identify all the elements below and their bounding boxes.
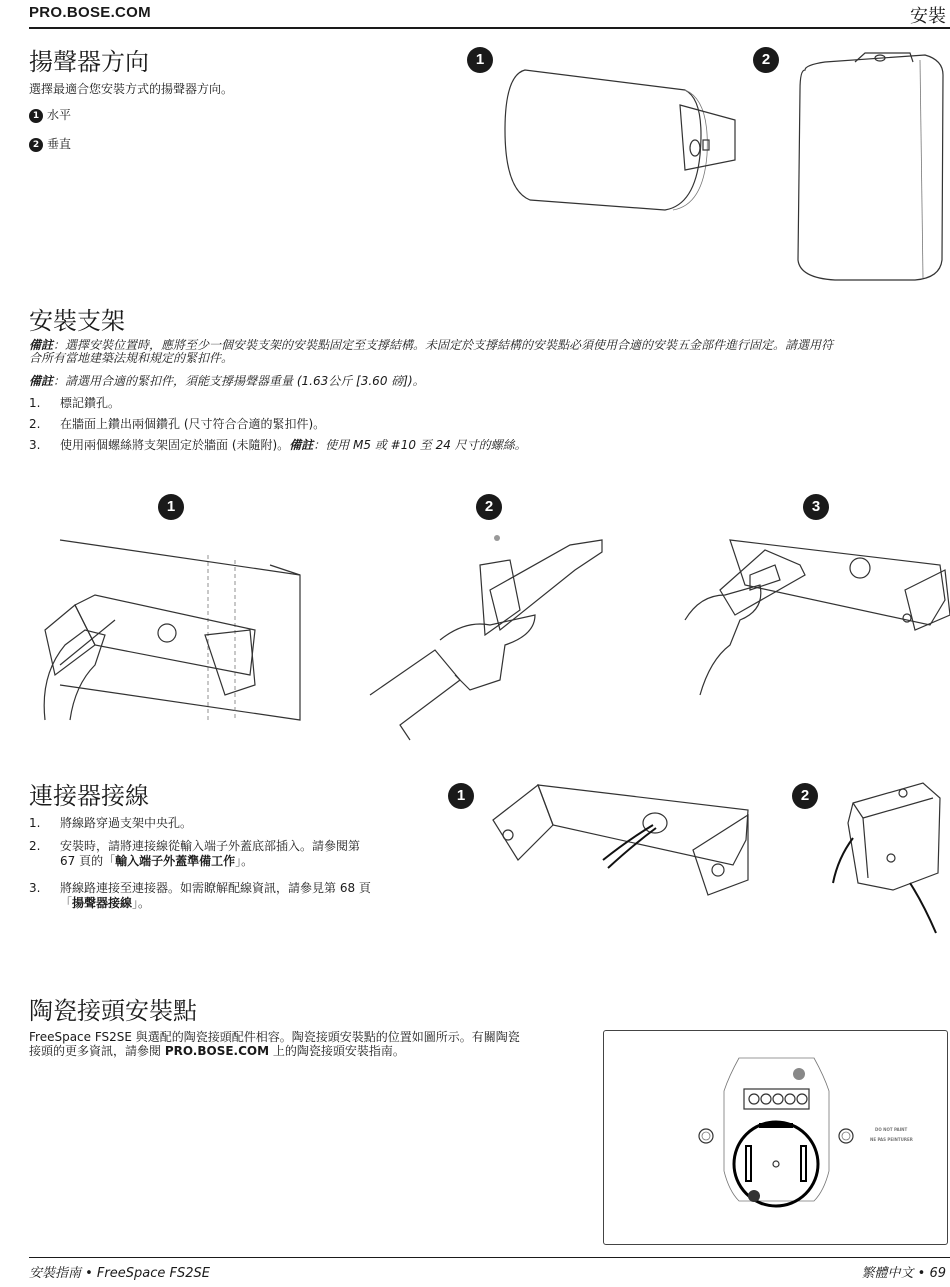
step-text-cont: 67 頁的「 (60, 854, 116, 868)
orientation-intro: 選擇最適合您安裝方式的揚聲器方向。 (29, 82, 234, 96)
wiring-step (29, 881, 449, 915)
step-text: 將線路穿過支架中央孔。 (60, 816, 193, 830)
footer-divider (29, 1257, 950, 1258)
note-text-cont: 合所有當地建築法規和規定的緊扣件。 (29, 351, 234, 365)
section-title: 安裝 (910, 6, 946, 27)
bracket-step (29, 417, 629, 433)
wiring-step (29, 816, 429, 832)
figure-number: 1 (448, 783, 474, 809)
cross-reference[interactable]: 輸入端子外蓋準備工作 (115, 854, 236, 868)
callout-number: 2 (29, 138, 43, 152)
figure-number: 2 (753, 47, 779, 73)
step-text: 安裝時，請將連接線從輸入端子外蓋底部插入。請參閱第 (60, 839, 361, 853)
paragraph-line-end: 上的陶瓷接頭安裝指南。 (269, 1044, 405, 1058)
bracket-step (29, 396, 629, 412)
paragraph-line: FreeSpace FS2SE 與選配的陶瓷接頭配件相容。陶瓷接頭安裝點的位置如圖所示。有關陶瓷 (29, 1030, 520, 1044)
attach-bracket-illustration (675, 530, 950, 700)
orientation-label: 垂直 (47, 137, 72, 151)
note-text: ：選擇安裝位置時，應將至少一個安裝支架的安裝點固定至支撐結構。未固定於支撐結構的安裝點必須使用合適的安裝五金部件進行固定。請選用符 (53, 338, 834, 352)
paragraph-line: 接頭的更多資訊，請參閱 (29, 1044, 165, 1058)
figure-number: 2 (792, 783, 818, 809)
header-divider (29, 27, 950, 29)
step-number: 3. (29, 438, 41, 452)
website-link[interactable]: PRO.BOSE.COM (164, 1044, 270, 1058)
horizontal-speaker-illustration (495, 60, 745, 220)
step-number: 2. (29, 839, 41, 853)
figure-number: 1 (158, 494, 184, 520)
orientation-item-horizontal (29, 108, 71, 123)
figure-number: 3 (803, 494, 829, 520)
step-text-cont: 「 (60, 896, 73, 910)
note-label: 備註 (289, 438, 314, 452)
orientation-item-vertical (29, 137, 71, 152)
step-content (60, 839, 360, 869)
note-label: 備註 (29, 338, 54, 352)
bracket-step (29, 438, 729, 454)
do-not-paint-label: DO NOT PAINT (875, 1127, 908, 1132)
step-number: 2. (29, 417, 41, 431)
ceramic-paragraph (29, 1030, 520, 1058)
drill-holes-illustration (370, 530, 615, 745)
step-content (60, 881, 371, 911)
note-label: 備註 (29, 374, 54, 388)
bracket-title: 安裝支架 (29, 307, 125, 335)
step-number: 1. (29, 396, 41, 410)
site-url: PRO.BOSE.COM (29, 4, 151, 21)
wire-through-bracket-illustration (478, 780, 758, 900)
vertical-speaker-illustration (795, 50, 945, 285)
orientation-label: 水平 (47, 108, 72, 122)
mark-holes-illustration (35, 535, 310, 735)
step-text: 使用兩個螺絲將支架固定於牆面 (未隨附)。 (60, 438, 290, 452)
wiring-step (29, 839, 449, 873)
step-number: 3. (29, 881, 41, 895)
wiring-title: 連接器接線 (29, 782, 149, 810)
ceramic-diagram-panel (603, 1030, 948, 1245)
do-not-paint-label-fr: NE PAS PEINTURER (870, 1137, 913, 1142)
note-text: ：請選用合適的緊扣件，須能支撐揚聲器重量 (1.63公斤 [3.60 磅])。 (53, 374, 425, 388)
orientation-title: 揚聲器方向 (29, 48, 149, 76)
step-number: 1. (29, 816, 41, 830)
figure-number: 2 (476, 494, 502, 520)
step-text: 標記鑽孔。 (60, 396, 121, 410)
connector-cover-illustration (828, 778, 948, 933)
figure-number: 1 (467, 47, 493, 73)
step-text: 在牆面上鑽出兩個鑽孔 (尺寸符合合適的緊扣件)。 (60, 417, 326, 431)
step-text-end: 」。 (235, 854, 254, 868)
cross-reference[interactable]: 揚聲器接線 (72, 896, 133, 910)
ceramic-title: 陶瓷接頭安裝點 (29, 997, 197, 1025)
callout-number: 1 (29, 109, 43, 123)
note-text: ：使用 M5 或 #10 至 24 尺寸的螺絲。 (313, 438, 527, 452)
bracket-note-2 (29, 375, 425, 388)
step-content (60, 438, 527, 453)
step-text: 將線路連接至連接器。如需瞭解配線資訊，請參見第 68 頁 (60, 881, 371, 895)
footer-page-number: 繁體中文 • 69 (861, 1266, 946, 1281)
bracket-note-1 (29, 339, 833, 365)
step-text-end: 」。 (132, 896, 151, 910)
footer-doc-title: 安裝指南 • FreeSpace FS2SE (29, 1266, 210, 1281)
